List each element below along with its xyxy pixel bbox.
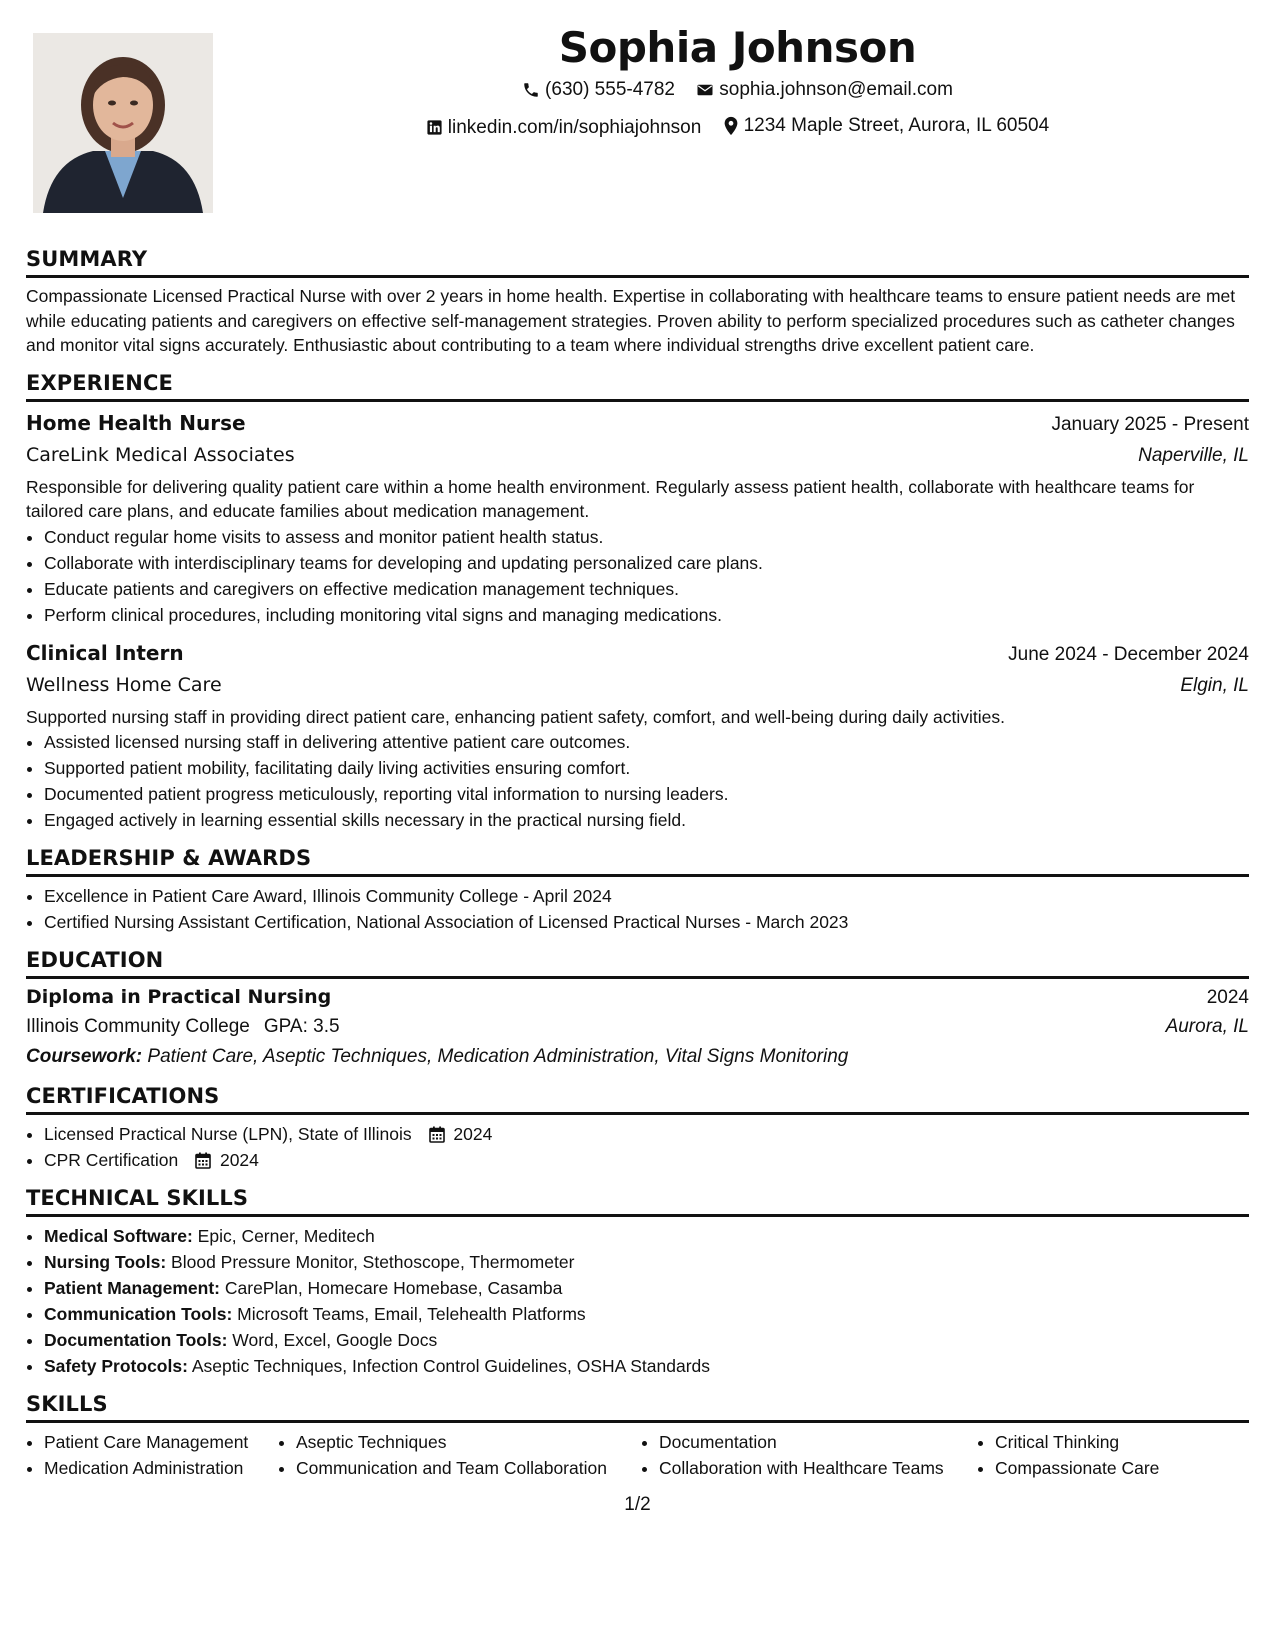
skill-category: Documentation Tools: bbox=[44, 1330, 228, 1350]
school-info bbox=[26, 1012, 340, 1041]
linkedin-url: linkedin.com/in/sophiajohnson bbox=[447, 116, 702, 138]
certification-name: CPR Certification bbox=[44, 1150, 179, 1170]
technical-skills-list bbox=[26, 1223, 1249, 1379]
certifications-list bbox=[26, 1121, 1249, 1173]
candidate-name: Sophia Johnson bbox=[558, 23, 917, 72]
company-name: CareLink Medical Associates bbox=[26, 443, 295, 466]
job-description: Responsible for delivering quality patient care within a home health environment. Regularly assess patient health, collaborate with healthcare teams for tailored care plans, and educate families about medication management. bbox=[26, 476, 1195, 521]
skill-category: Nursing Tools: bbox=[44, 1252, 167, 1272]
address-contact bbox=[723, 110, 1050, 142]
list-item: • Aseptic Techniques bbox=[296, 1429, 641, 1455]
certification-name: Licensed Practical Nurse (LPN), State of Illinois bbox=[44, 1124, 412, 1144]
skills-grid bbox=[26, 1429, 1249, 1481]
job-dates: January 2025 - Present bbox=[1051, 413, 1249, 435]
summary-text: Compassionate Licensed Practical Nurse with over 2 years in home health. Expertise in collaborating with healthcare teams to ensure patient needs are met while educating patients and caregivers on effective self-management strategies. Proven ability to perform specialized procedures such as catheter changes and monitor vital signs accurately. Enthusiastic about contributing to a team where individual strengths drive excellent patient care. bbox=[26, 286, 1236, 355]
list-item: • Documentation bbox=[659, 1429, 977, 1455]
school-name: Illinois Community College bbox=[26, 1016, 250, 1037]
calendar-icon bbox=[195, 1152, 211, 1169]
skill-category: Medical Software: bbox=[44, 1226, 193, 1246]
experience-section bbox=[26, 368, 1249, 834]
skill-values: Epic, Cerner, Meditech bbox=[197, 1226, 375, 1246]
skills-section bbox=[26, 1389, 1249, 1481]
skill-category: Communication Tools: bbox=[44, 1304, 233, 1324]
graduation-year: 2024 bbox=[1206, 987, 1249, 1008]
certification-year: 2024 bbox=[219, 1150, 259, 1170]
map-pin-icon bbox=[723, 116, 739, 136]
list-item: • Critical Thinking bbox=[995, 1429, 1249, 1455]
linkedin-icon bbox=[426, 119, 443, 136]
job-bullets bbox=[26, 729, 1249, 833]
leadership-section bbox=[26, 843, 1249, 935]
gpa: GPA: 3.5 bbox=[263, 1016, 340, 1037]
linkedin-contact bbox=[426, 112, 702, 144]
list-item: • Compassionate Care bbox=[995, 1455, 1249, 1481]
job-description: Supported nursing staff in providing direct patient care, enhancing patient safety, comfort, and well-being during daily activities. bbox=[26, 706, 1005, 727]
skill-values: Aseptic Techniques, Infection Control Guidelines, OSHA Standards bbox=[191, 1356, 711, 1376]
list-item bbox=[44, 1147, 1249, 1173]
technical-skills-section bbox=[26, 1183, 1249, 1379]
list-item: • Excellence in Patient Care Award, Illinois Community College - April 2024 bbox=[44, 883, 1249, 909]
section-heading: EDUCATION bbox=[26, 945, 1249, 979]
skills-column bbox=[977, 1429, 1249, 1481]
degree-name: Diploma in Practical Nursing bbox=[26, 986, 332, 1008]
list-item: • Medication Administration bbox=[44, 1455, 278, 1481]
awards-list bbox=[26, 883, 1249, 935]
list-item bbox=[44, 1353, 1249, 1379]
resume-header bbox=[230, 22, 1245, 147]
skill-values: Microsoft Teams, Email, Telehealth Platforms bbox=[237, 1304, 586, 1324]
list-item: • Collaborate with interdisciplinary teams for developing and updating personalized care plans. bbox=[44, 550, 1249, 576]
street-address: 1234 Maple Street, Aurora, IL 60504 bbox=[743, 115, 1050, 136]
company-name: Wellness Home Care bbox=[26, 673, 222, 696]
list-item: • Educate patients and caregivers on effective medication management techniques. bbox=[44, 576, 1249, 602]
job-location: Elgin, IL bbox=[1180, 674, 1249, 696]
list-item bbox=[44, 1249, 1249, 1275]
job-bullets bbox=[26, 524, 1249, 628]
section-heading: TECHNICAL SKILLS bbox=[26, 1183, 1249, 1217]
section-heading: EXPERIENCE bbox=[26, 368, 1249, 402]
school-location: Aurora, IL bbox=[1165, 1016, 1249, 1037]
list-item: • Conduct regular home visits to assess and monitor patient health status. bbox=[44, 524, 1249, 550]
section-heading: SUMMARY bbox=[26, 244, 1249, 278]
calendar-icon bbox=[429, 1126, 445, 1143]
contact-line-2 bbox=[230, 110, 1245, 147]
phone-icon bbox=[522, 81, 540, 99]
summary-section bbox=[26, 244, 1249, 358]
list-item bbox=[44, 1275, 1249, 1301]
list-item bbox=[44, 1301, 1249, 1327]
skill-category: Safety Protocols: bbox=[44, 1356, 188, 1376]
contact-line-1 bbox=[230, 74, 1245, 110]
education-section bbox=[26, 945, 1249, 1071]
list-item: • Engaged actively in learning essential skills necessary in the practical nursing field. bbox=[44, 807, 1249, 833]
list-item: • Communication and Team Collaboration bbox=[296, 1455, 641, 1481]
skill-values: CarePlan, Homecare Homebase, Casamba bbox=[224, 1278, 563, 1298]
email-contact bbox=[696, 74, 953, 106]
coursework-label: Coursework: bbox=[26, 1046, 143, 1067]
phone-contact bbox=[522, 74, 675, 106]
profile-photo bbox=[33, 33, 213, 213]
skills-column bbox=[641, 1429, 977, 1481]
resume-body bbox=[26, 244, 1249, 1491]
list-item: • Collaboration with Healthcare Teams bbox=[659, 1455, 977, 1481]
list-item bbox=[44, 1327, 1249, 1353]
skills-column bbox=[278, 1429, 641, 1481]
job-title: Clinical Intern bbox=[26, 640, 184, 665]
skill-values: Word, Excel, Google Docs bbox=[232, 1330, 438, 1350]
list-item: • Certified Nursing Assistant Certification, National Association of Licensed Practical Nurses - March 2023 bbox=[44, 909, 1249, 935]
job-entry bbox=[26, 408, 1249, 628]
list-item bbox=[44, 1121, 1249, 1147]
page-number: 1/2 bbox=[624, 1494, 651, 1515]
envelope-icon bbox=[696, 81, 714, 99]
list-item: • Assisted licensed nursing staff in delivering attentive patient care outcomes. bbox=[44, 729, 1249, 755]
list-item: • Supported patient mobility, facilitating daily living activities ensuring comfort. bbox=[44, 755, 1249, 781]
job-title: Home Health Nurse bbox=[26, 410, 246, 435]
list-item bbox=[44, 1223, 1249, 1249]
job-entry bbox=[26, 638, 1249, 834]
skills-column bbox=[26, 1429, 278, 1481]
list-item: • Patient Care Management bbox=[44, 1429, 278, 1455]
list-item: • Documented patient progress meticulously, reporting vital information to nursing leaders. bbox=[44, 781, 1249, 807]
phone-number: (630) 555-4782 bbox=[545, 79, 675, 100]
certification-year: 2024 bbox=[453, 1124, 493, 1144]
section-heading: CERTIFICATIONS bbox=[26, 1081, 1249, 1115]
list-item: • Perform clinical procedures, including monitoring vital signs and managing medications. bbox=[44, 602, 1249, 628]
section-heading: SKILLS bbox=[26, 1389, 1249, 1423]
job-dates: June 2024 - December 2024 bbox=[1008, 643, 1249, 665]
job-location: Naperville, IL bbox=[1138, 444, 1249, 466]
certifications-section bbox=[26, 1081, 1249, 1173]
coursework bbox=[26, 1042, 1249, 1071]
section-heading: LEADERSHIP & AWARDS bbox=[26, 843, 1249, 877]
profile-photo-illustration bbox=[33, 33, 213, 213]
coursework-list: Patient Care, Aseptic Techniques, Medication Administration, Vital Signs Monitoring bbox=[147, 1046, 849, 1067]
skill-values: Blood Pressure Monitor, Stethoscope, Thermometer bbox=[171, 1252, 575, 1272]
skill-category: Patient Management: bbox=[44, 1278, 220, 1298]
email-address: sophia.johnson@email.com bbox=[719, 79, 953, 100]
